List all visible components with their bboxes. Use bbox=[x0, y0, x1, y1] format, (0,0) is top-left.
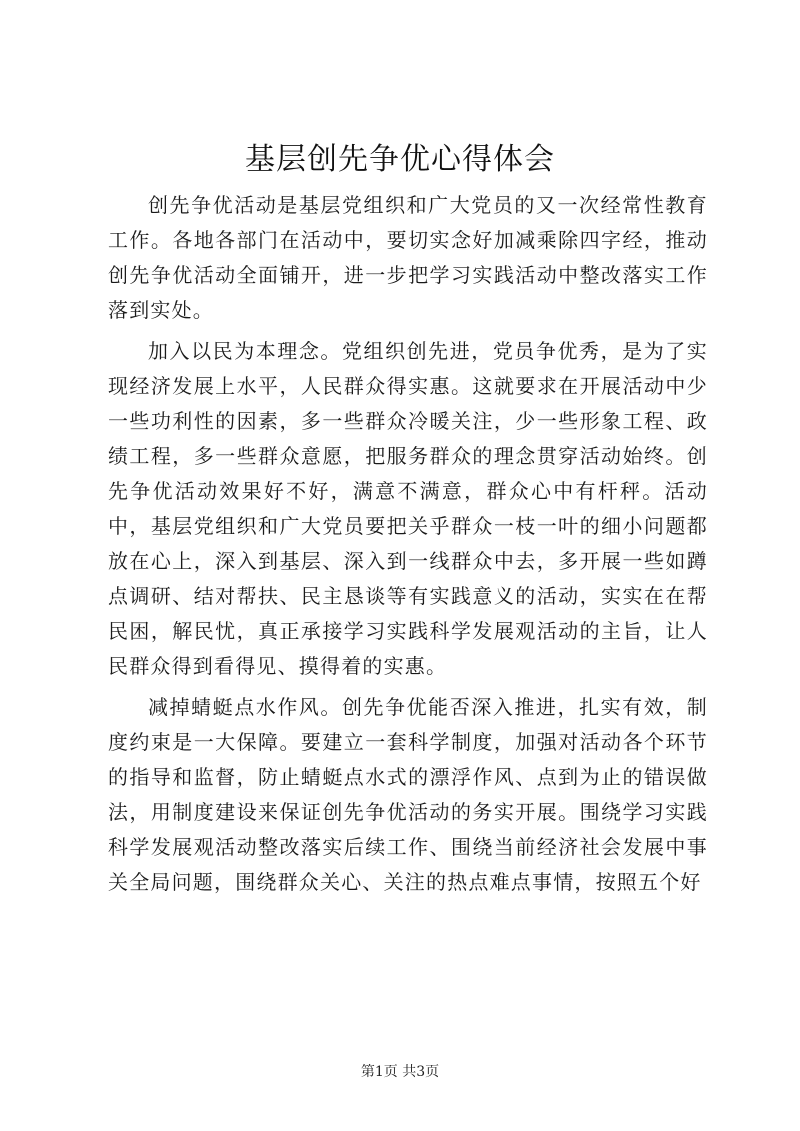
page-number-footer: 第1页 共3页 bbox=[360, 1064, 440, 1080]
paragraph-1: 创先争优活动是基层党组织和广大党员的又一次经常性教育工作。各地各部门在活动中，要切实念好加减乘除四字经，推动创先争优活动全面铺开，进一步把学习实践活动中整改落实工作落到实处。 bbox=[108, 193, 708, 322]
paragraph-2: 加入以民为本理念。党组织创先进，党员争优秀，是为了实现经济发展上水平，人民群众得实惠。这就要求在开展活动中少一些功利性的因素，多一些群众冷暖关注，少一些形象工程、政绩工程，多一些群众意愿，把服务群众的理念贯穿活动始终。创先争优活动效果好不好，满意不满意，群众心中有杆秤。活动中，基层党组织和广大党员要把关乎群众一枝一叶的细小问题都放在心上，深入到基层、深入到一线群众中去，多开展一些如蹲点调研、结对帮扶、民主恳谈等有实践意义的活动，实实在在帮民困，解民忧，真正承接学习实践科学发展观活动的主旨，让人民群众得到看得见、摸得着的实惠。 bbox=[108, 339, 708, 678]
document-title: 基层创先争优心得体会 bbox=[245, 142, 555, 177]
paragraph-3: 减掉蜻蜓点水作风。创先争优能否深入推进，扎实有效，制度约束是一大保障。要建立一套科学制度，加强对活动各个环节的指导和监督，防止蜻蜓点水式的漂浮作风、点到为止的错误做法，用制度建设来保证创先争优活动的务实开展。围绕学习实践科学发展观活动整改落实后续工作、围绕当前经济社会发展中事关全局问题，围绕群众关心、关注的热点难点事情，按照五个好 bbox=[108, 695, 708, 894]
document-body bbox=[108, 188, 708, 906]
